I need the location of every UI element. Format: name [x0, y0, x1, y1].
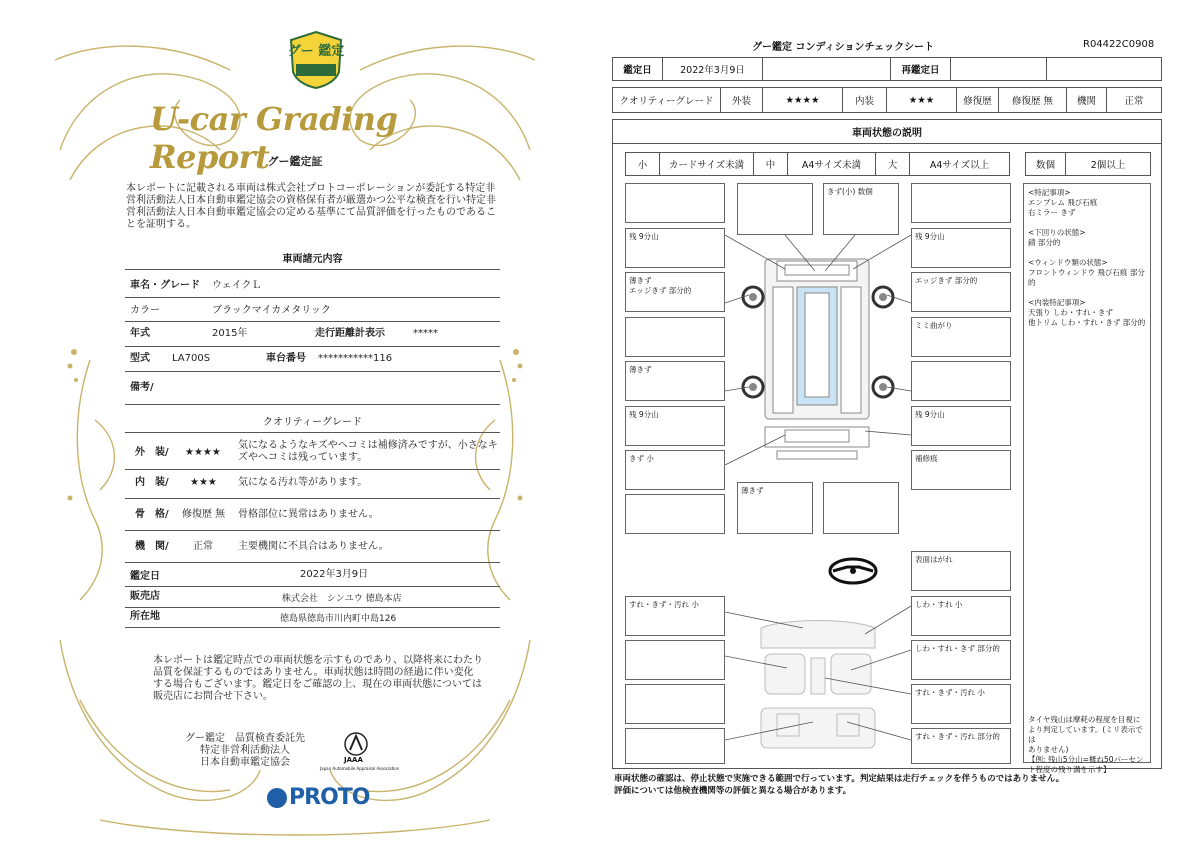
note-4: フロントウィンドウ 飛び石痕 部分的: [1028, 268, 1145, 287]
int-box-l3: [625, 684, 725, 724]
sheet-title: グー鑑定 コンディションチェックシート: [752, 42, 935, 53]
quality-engine-label: 機 関/: [135, 541, 169, 552]
ext-box-l5: [625, 361, 725, 401]
quality-engine-grade: 正常: [193, 541, 213, 552]
date-row: [612, 57, 1162, 81]
ext-box-l8: [625, 494, 725, 534]
quality-interior-grade: ★★★: [190, 477, 217, 488]
section-title: 車両状態の説明: [613, 120, 1161, 144]
specs-heading: 車両諸元内容: [282, 254, 343, 265]
quality-engine-desc: 主要機関に不具合はありません。: [238, 541, 389, 552]
ext-box-b1: [737, 482, 813, 534]
name-value: ウェイクＬ: [212, 280, 262, 291]
quality-exterior-desc: 気になるようなキズやヘコミは補修済みですが、小さなキズやヘコミは残っています。: [238, 440, 498, 463]
color-label: カラー: [130, 305, 160, 316]
size-large-desc: A4サイズ以上: [929, 160, 990, 171]
ext-box-t1: [737, 183, 813, 235]
appraisal-label: 鑑定日: [130, 571, 160, 582]
quality-interior-desc: 気になる汚れ等があります。: [238, 477, 368, 488]
size-small: 小: [626, 153, 660, 175]
notes-panel: [1023, 183, 1151, 774]
ext-note-r4: ミミ曲がり: [915, 321, 953, 330]
int-box-r1: [911, 596, 1011, 636]
ext-note-l7: きず 小: [629, 454, 654, 463]
int-box-l1: [625, 596, 725, 636]
year-value: 2015年: [212, 328, 248, 339]
ext-note-l5: 薄きず: [629, 365, 652, 374]
jaaa-subtitle: Japan Automobile Appraisal Association: [320, 766, 400, 771]
footer-org: [165, 733, 325, 769]
ext-box-r3: [911, 272, 1011, 312]
note-2: 右ミラー きず: [1028, 208, 1076, 217]
int-note-r2: しわ・すれ・きず 部分的: [915, 644, 1000, 653]
steering-box: [911, 551, 1011, 591]
ext-note-r2: 残 9分山: [915, 232, 945, 241]
sheet-footer-2: 評価については他検査機関等の評価と異なる場合があります。: [614, 786, 852, 796]
grading-certificate: [0, 0, 590, 848]
badge-text: グー 鑑定: [287, 44, 345, 59]
int-box-r4: [911, 728, 1011, 764]
reinspect-value: [951, 58, 1047, 80]
quality-heading: クオリティーグレード: [263, 417, 362, 428]
color-value: ブラックマイカメタリック: [212, 305, 331, 316]
ext-note-l2: 残 9分山: [629, 232, 659, 241]
ext-note-r3: エッジきず 部分的: [915, 276, 978, 285]
int-note-r1: しわ・すれ 小: [915, 600, 963, 609]
ext-box-r1: [911, 183, 1011, 223]
dealer-value: 株式会社 シンユウ 徳島本店: [282, 594, 402, 604]
size-mid-desc: A4サイズ未満: [788, 153, 876, 175]
int-box-r3: [911, 684, 1011, 724]
note-6: 他トリム しわ・すれ・きず 部分的: [1028, 318, 1146, 327]
engine-value: 正常: [1124, 96, 1144, 107]
count-legend: [1025, 152, 1151, 176]
certificate-disclaimer: 本レポートは鑑定時点での車両状態を示すものであり、以降将来にわたり品質を保証するものではありません。車両状態は時間の経過に伴い変化する場合もございます。鑑定日をご確認の上、現在の車両状態については販売店にお問合せ下さい。: [153, 655, 483, 702]
int-note-l1: すれ・きず・汚れ 小: [629, 600, 699, 609]
ext-note-l6: 残 9分山: [629, 410, 659, 419]
footer-line-3: 日本自動車鑑定協会: [200, 757, 290, 768]
note-3: 錆 部分的: [1028, 238, 1061, 247]
ext-box-r5: [911, 361, 1011, 401]
ext-box-r4: [911, 317, 1011, 357]
quality-interior-label: 内 装/: [135, 477, 169, 488]
certificate-body: 本レポートに記載される車両は株式会社プロトコーポレーションが委託する特定非営利活動法人日本自動車鑑定協会の資格保有者が厳選かつ公平な検査を行い特定非営利活動法人日本自動車鑑定協会の定める基準にて品質評価を行ったものであることを証明する。: [126, 183, 496, 230]
mileage-label: 走行距離計表示: [315, 328, 385, 339]
name-label: 車名・グレード: [130, 280, 200, 291]
ext-note-top: きず(小) 数個: [827, 187, 873, 196]
note-heading-3: <ウィンドウ類の状態>: [1028, 258, 1108, 267]
ext-box-t2: [823, 183, 899, 235]
special-notes: [1028, 188, 1150, 328]
steering-wheel-icon: [827, 556, 879, 586]
ext-value: ★★★★: [763, 88, 843, 112]
int-box-l4: [625, 728, 725, 764]
address-value: 徳島県徳島市川内町中島126: [280, 614, 397, 624]
size-mid: 中: [754, 153, 788, 175]
tire-note-5: ト程度の残り溝を示す】: [1028, 765, 1111, 774]
size-small-desc: カードサイズ未満: [660, 153, 754, 175]
int-box-r2: [911, 640, 1011, 680]
tire-note-3: ありません): [1028, 745, 1069, 754]
jaaa-logo: [320, 730, 400, 780]
condition-check-sheet: [600, 0, 1200, 848]
ext-note-l3a: 薄きず: [629, 276, 652, 285]
note-1: エンブレム 飛び石痕: [1028, 198, 1098, 207]
grade-row: [612, 87, 1162, 113]
ext-box-l1: [625, 183, 725, 223]
size-large: 大: [876, 153, 910, 175]
proto-text: PROTO: [289, 785, 370, 810]
tire-note-4: 【例: 残山5分山=概ね50パーセン: [1028, 755, 1144, 764]
note-heading-1: <特記事項>: [1028, 188, 1071, 197]
note-heading-2: <下回りの状態>: [1028, 228, 1086, 237]
footer-line-1: グー鑑定 品質検査委託先: [185, 733, 305, 744]
ext-box-l7: [625, 450, 725, 490]
ext-note-r7: 補修痕: [915, 454, 938, 463]
ext-box-l3: [625, 272, 725, 312]
quality-frame-label: 骨 格/: [135, 509, 169, 520]
int-label: 内装: [843, 88, 887, 112]
tire-note-2: より判定しています。(ミリ表示では: [1028, 725, 1143, 744]
ext-box-r7: [911, 450, 1011, 490]
date-label: 鑑定日: [613, 58, 663, 80]
ext-label: 外装: [721, 88, 763, 112]
ext-box-l4: [625, 317, 725, 357]
int-note-r4: すれ・きず・汚れ 部分的: [915, 732, 1000, 741]
ext-box-l2: [625, 228, 725, 268]
date-value: 2022年3月9日: [663, 58, 763, 80]
quality-exterior-label: 外 装/: [135, 447, 169, 458]
goo-kantei-badge: [287, 30, 345, 90]
size-legend: [625, 152, 1010, 176]
chassis-value: ***********116: [318, 353, 393, 364]
int-value: ★★★: [887, 88, 957, 112]
note-heading-4: <内装特記事項>: [1028, 298, 1086, 307]
car-exterior-diagram: [725, 235, 911, 465]
ext-box-r2: [911, 228, 1011, 268]
proto-logo: [267, 785, 369, 810]
jaaa-text: JAAA: [344, 756, 363, 764]
reinspect-label: 再鑑定日: [891, 58, 951, 80]
mileage-value: *****: [413, 328, 438, 339]
count-value: 2個以上: [1090, 160, 1126, 171]
ext-note-l3b: エッジきず 部分的: [629, 286, 692, 295]
proto-mark-icon: [267, 788, 287, 808]
remarks-label: 備考/: [130, 382, 154, 393]
repair-value: 修復歴 無: [999, 88, 1067, 112]
script-title: U-car Grading Report: [150, 100, 398, 176]
count-label: 数個: [1026, 153, 1066, 175]
ext-note-steering: 表面はがれ: [915, 555, 953, 564]
year-label: 年式: [130, 328, 150, 339]
model-value: LA700S: [172, 353, 211, 364]
ext-note-b1: 薄きず: [741, 486, 764, 495]
int-box-l2: [625, 640, 725, 680]
ext-box-r6: [911, 406, 1011, 446]
model-label: 型式: [130, 353, 150, 364]
sheet-footer-1: 車両状態の確認は、停止状態で実施できる範囲で行っています。判定結果は走行チェックを伴うものではありません。: [614, 774, 1065, 784]
address-label: 所在地: [130, 611, 160, 622]
int-note-r3: すれ・きず・汚れ 小: [915, 688, 985, 697]
doc-id: R04422C0908: [1083, 39, 1155, 50]
quality-label: クオリティーグレード: [613, 88, 721, 112]
dealer-label: 販売店: [130, 591, 160, 602]
repair-label: 修復歴: [957, 88, 999, 112]
appraisal-value: 2022年3月9日: [300, 569, 369, 580]
ext-note-l3: [629, 276, 691, 296]
footer-line-2: 特定非営利活動法人: [200, 745, 290, 756]
ext-box-l6: [625, 406, 725, 446]
car-interior-diagram: [725, 598, 911, 766]
ext-box-b2: [823, 482, 899, 534]
condition-area: [612, 119, 1162, 774]
quality-exterior-grade: ★★★★: [185, 447, 221, 458]
ext-note-r6: 残 9分山: [915, 410, 945, 419]
quality-frame-grade: 修復歴 無: [182, 509, 226, 520]
tire-note-1: タイヤ残山は摩耗の程度を目視に: [1028, 715, 1141, 724]
certificate-title: グー鑑定証: [267, 155, 323, 168]
note-5: 天張り しわ・すれ・きず: [1028, 308, 1113, 317]
tire-note: [1028, 715, 1150, 775]
chassis-label: 車台番号: [266, 353, 306, 364]
engine-label: 機関: [1067, 88, 1107, 112]
quality-frame-desc: 骨格部位に異常はありません。: [238, 509, 379, 520]
